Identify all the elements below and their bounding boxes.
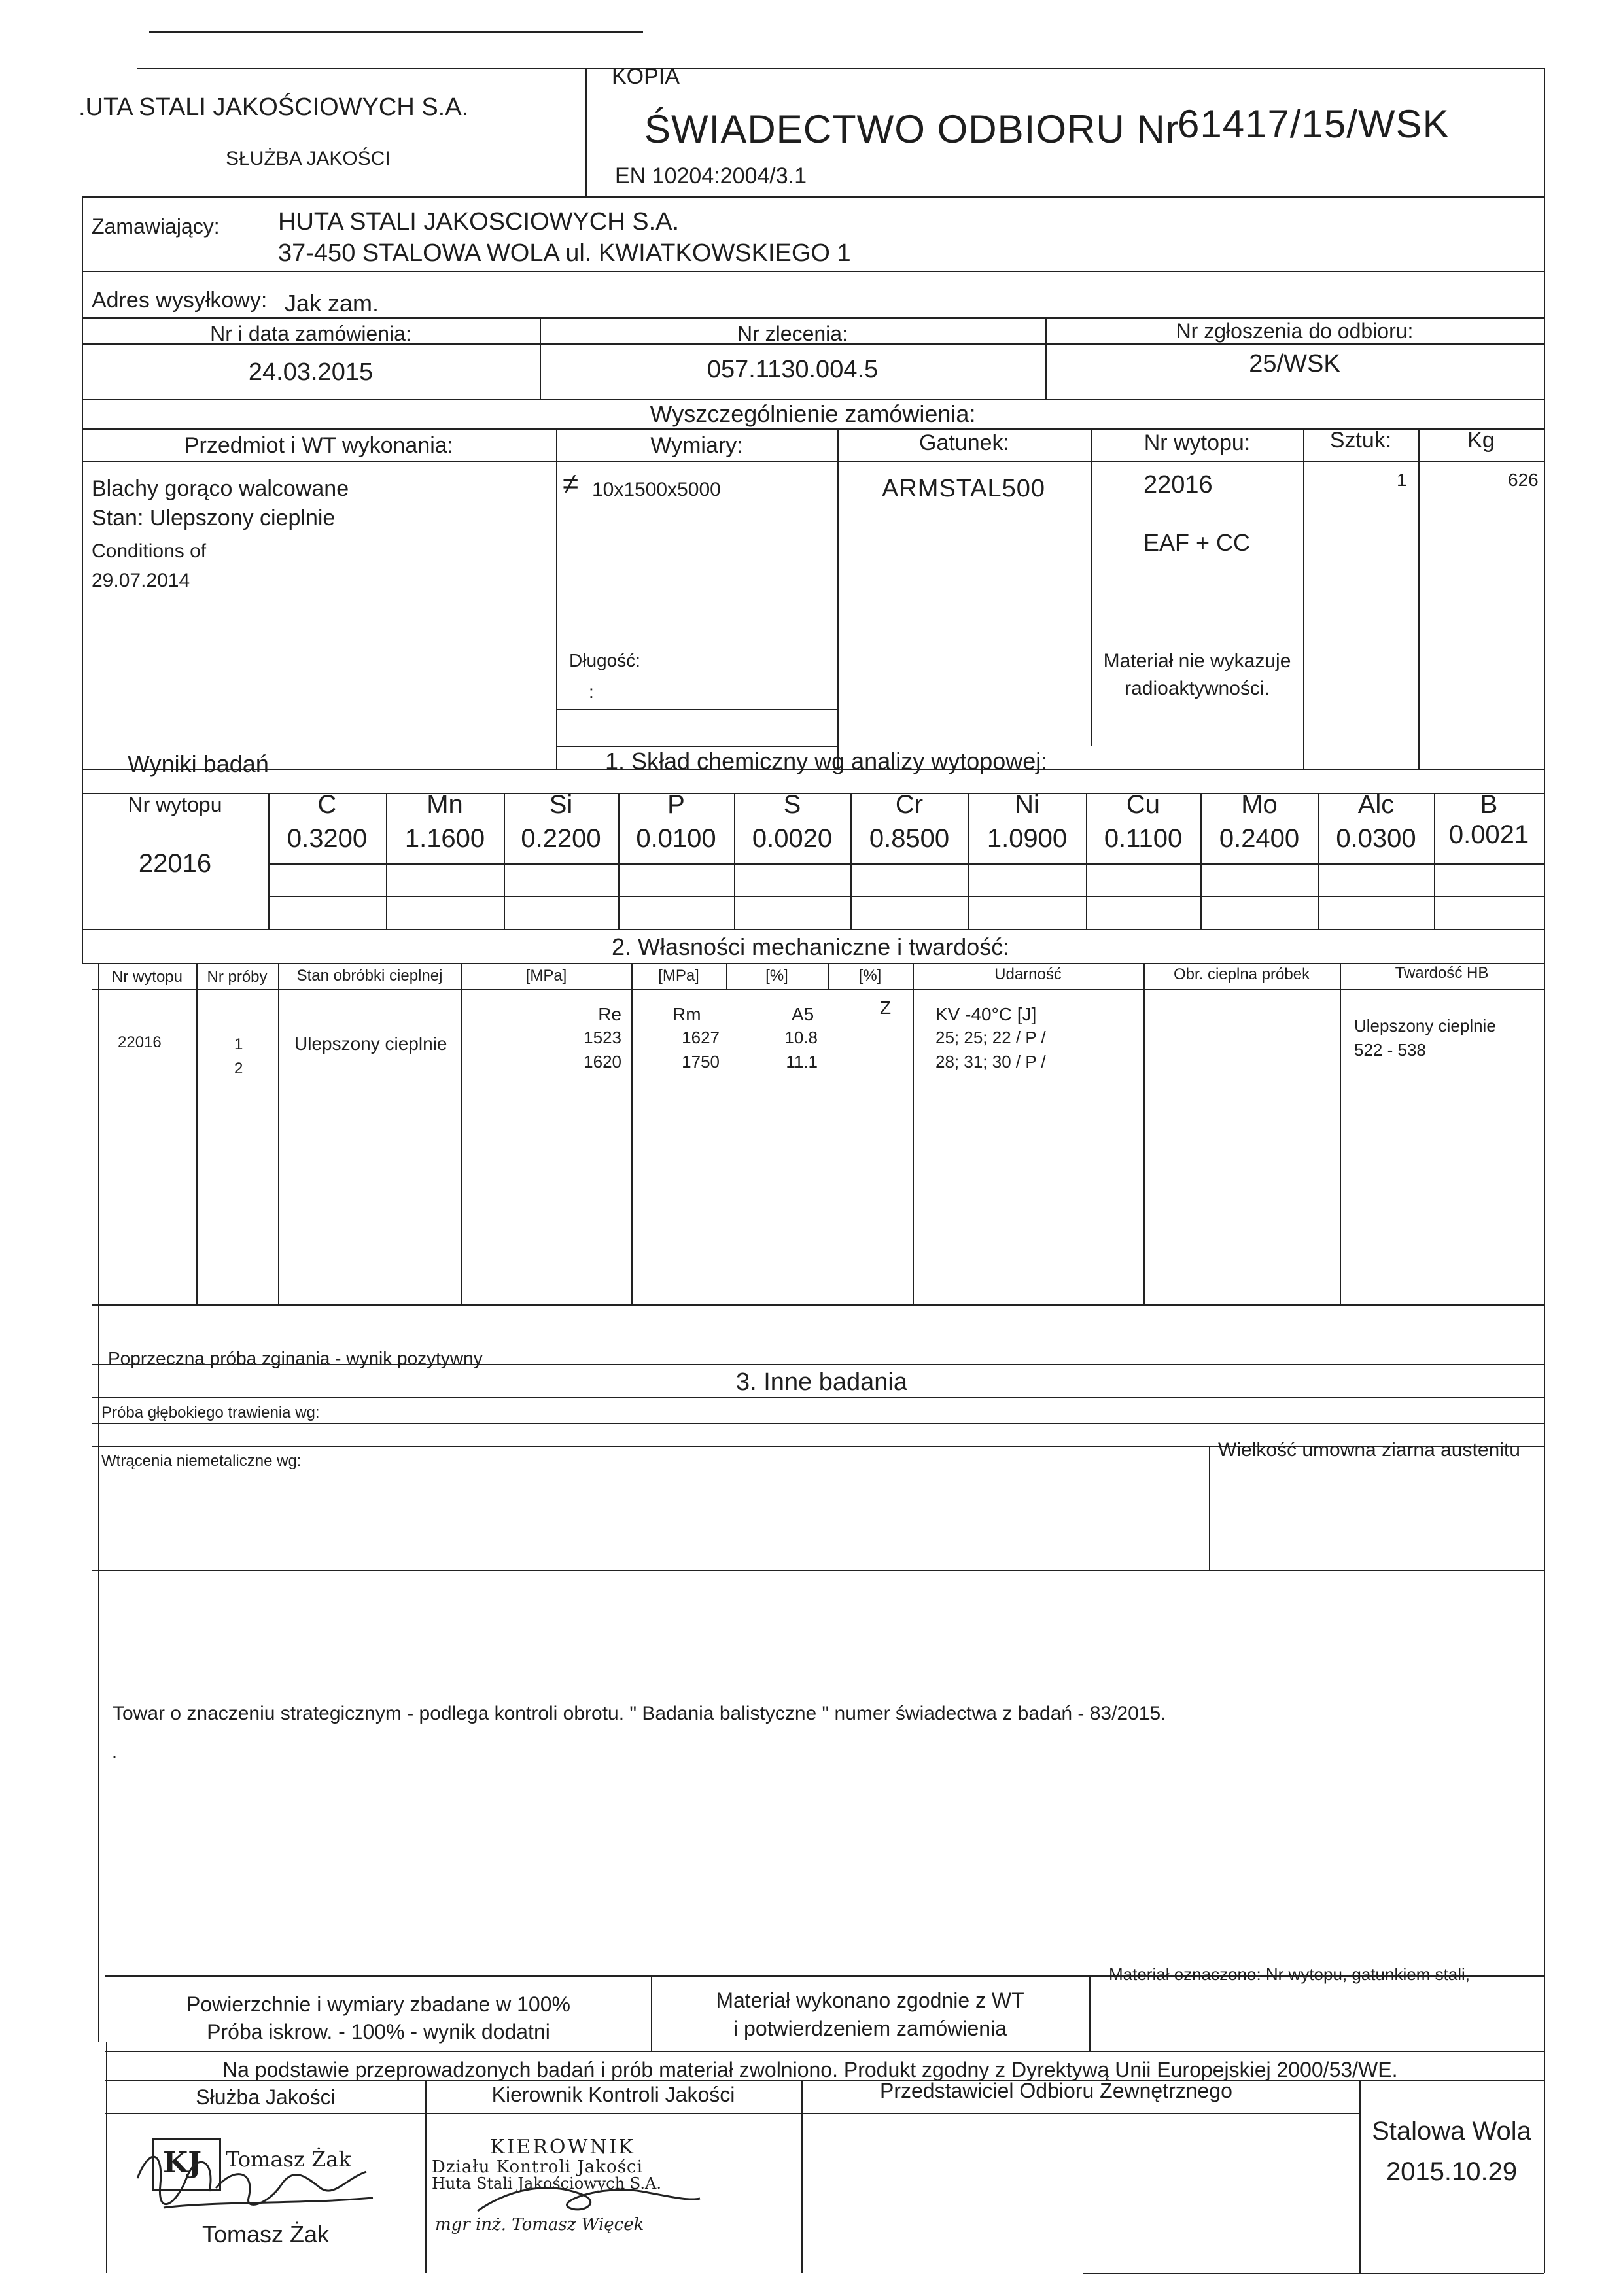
chem-heat-header: Nr wytopu bbox=[128, 793, 222, 816]
impact-value: 28; 31; 30 / P / bbox=[935, 1052, 1046, 1071]
element-value: 0.0100 bbox=[636, 824, 716, 853]
bend-test: Poprzeczna próba zginania - wynik pozytywny bbox=[108, 1348, 483, 1368]
customer-label: Zamawiający: bbox=[92, 215, 220, 238]
shipping-value: Jak zam. bbox=[285, 290, 379, 317]
z-label: Z bbox=[880, 998, 892, 1018]
customer-address: 37-450 STALOWA WOLA ul. KWIATKOWSKIEGO 1 bbox=[278, 239, 851, 267]
sig-external-label: Przedstawiciel Odbioru Zewnętrznego bbox=[880, 2079, 1232, 2102]
element-value: 0.0020 bbox=[752, 824, 833, 853]
etching-test: Próba głębokiego trawienia wg: bbox=[101, 1404, 320, 1421]
sig-manager-label: Kierownik Kontroli Jakości bbox=[491, 2083, 735, 2106]
mech-header: Udarność bbox=[994, 965, 1062, 983]
not-equal-symbol: ≠ bbox=[563, 468, 579, 500]
strategic-note: Towar o znaczeniu strategicznym - podlega kontroli obrotu. " Badania balistyczne " numer świadectwa z badań - 83/2015. bbox=[113, 1703, 1166, 1724]
element-header: Cu bbox=[1126, 790, 1161, 819]
element-value: 0.2200 bbox=[521, 824, 601, 853]
element-header: Mn bbox=[427, 790, 463, 819]
element-header: Alc bbox=[1357, 790, 1395, 819]
spec-header-kg: Kg bbox=[1467, 428, 1495, 453]
commission-label: Nr zlecenia: bbox=[737, 322, 848, 345]
radioactivity-note: Materiał nie wykazuje bbox=[1103, 650, 1291, 672]
length-label: Długość: bbox=[569, 650, 640, 670]
item-line: Conditions of bbox=[92, 540, 207, 562]
surface-check: Powierzchnie i wymiary zbadane w 100% bbox=[186, 1992, 570, 2016]
element-header: Ni bbox=[1015, 790, 1039, 819]
element-value: 0.0021 bbox=[1448, 820, 1529, 849]
steel-grade: ARMSTAL500 bbox=[882, 475, 1046, 502]
process: EAF + CC bbox=[1143, 529, 1251, 556]
mechanical-title: 2. Własności mechaniczne i twardość: bbox=[612, 933, 1010, 960]
element-value: 1.1600 bbox=[404, 824, 485, 853]
mech-header: Nr wytopu bbox=[111, 968, 183, 986]
release-note: Na podstawie przeprowadzonych badań i prób materiał zwolniono. Produkt zgodny z Dyrektywą Unii Europejskiej 2000/53/WE. bbox=[222, 2058, 1398, 2081]
manager-stamp-name: mgr inż. Tomasz Więcek bbox=[435, 2215, 644, 2235]
mech-header: Obr. cieplna próbek bbox=[1173, 965, 1310, 983]
inclusions-test: Wtrącenia niemetaliczne wg: bbox=[101, 1452, 302, 1470]
mech-header: Stan obróbki cieplnej bbox=[296, 967, 443, 984]
weight-kg: 626 bbox=[1508, 470, 1539, 490]
element-header: Mo bbox=[1241, 790, 1278, 819]
length-value: : bbox=[589, 682, 594, 702]
re-value: 1620 bbox=[584, 1052, 621, 1071]
hardness-value: 522 - 538 bbox=[1354, 1040, 1426, 1060]
radioactivity-note: radioaktywności. bbox=[1125, 678, 1270, 699]
element-value: 0.1100 bbox=[1104, 824, 1183, 853]
impact-label: KV -40°C [J] bbox=[935, 1004, 1037, 1024]
element-value: 1.0900 bbox=[986, 824, 1068, 853]
sig-quality-label: Służba Jakości bbox=[196, 2085, 336, 2109]
company-name: .UTA STALI JAKOŚCIOWYCH S.A. bbox=[79, 94, 469, 121]
notification-label: Nr zgłoszenia do odbioru: bbox=[1176, 319, 1414, 343]
order-date-label: Nr i data zamówienia: bbox=[210, 322, 411, 345]
made-according: Materiał wykonano zgodnie z WT bbox=[716, 1989, 1024, 2012]
mech-header: [MPa] bbox=[525, 967, 567, 984]
rm-label: Rm bbox=[672, 1004, 701, 1024]
pieces: 1 bbox=[1397, 470, 1407, 490]
commission-value: 057.1130.004.5 bbox=[707, 356, 879, 383]
element-header: Si bbox=[549, 790, 573, 819]
chemical-title: 1. Skład chemiczny wg analizy wytopowej: bbox=[605, 748, 1048, 774]
standard: EN 10204:2004/3.1 bbox=[615, 164, 807, 188]
sample-number: 1 bbox=[234, 1035, 243, 1053]
mech-heat: 22016 bbox=[118, 1034, 162, 1051]
item-line: Blachy gorąco walcowane bbox=[92, 476, 349, 501]
a5-label: A5 bbox=[792, 1004, 814, 1024]
re-value: 1523 bbox=[584, 1028, 621, 1047]
copy-label: KOPIA bbox=[612, 64, 680, 89]
a5-value: 10.8 bbox=[784, 1028, 818, 1047]
item-line: Stan: Ulepszony cieplnie bbox=[92, 506, 336, 531]
customer-name: HUTA STALI JAKOSCIOWYCH S.A. bbox=[278, 208, 680, 235]
stamp-logo-letters: KJ bbox=[163, 2146, 202, 2180]
city: Stalowa Wola bbox=[1372, 2117, 1531, 2146]
chem-heat: 22016 bbox=[138, 849, 212, 878]
quality-stamp-name: Tomasz Żak bbox=[226, 2147, 351, 2172]
hardness-state: Ulepszony cieplnie bbox=[1354, 1016, 1496, 1035]
spec-header-grade: Gatunek: bbox=[919, 430, 1009, 455]
results-label: Wyniki badań bbox=[128, 750, 269, 777]
stray-dot: · bbox=[111, 1745, 118, 1767]
document-number: 61417/15/WSK bbox=[1178, 102, 1450, 146]
spec-header-item: Przedmiot i WT wykonania: bbox=[184, 433, 454, 458]
mech-header: [MPa] bbox=[658, 967, 699, 984]
signer-quality: Tomasz Żak bbox=[201, 2221, 330, 2248]
dimensions: 10x1500x5000 bbox=[592, 479, 721, 500]
element-header: P bbox=[667, 790, 685, 819]
manager-stamp-dept: Działu Kontroli Jakości bbox=[432, 2157, 643, 2177]
sample-number: 2 bbox=[234, 1060, 243, 1077]
date: 2015.10.29 bbox=[1386, 2157, 1518, 2186]
heat-number: 22016 bbox=[1143, 471, 1213, 498]
heat-treatment-state: Ulepszony cieplnie bbox=[294, 1034, 447, 1054]
mech-header: [%] bbox=[765, 967, 788, 984]
mech-header: Nr próby bbox=[207, 968, 268, 986]
a5-value: 11.1 bbox=[786, 1052, 818, 1071]
manager-stamp-title: KIEROWNIK bbox=[490, 2136, 635, 2159]
grain-size: Wielkość umowna ziarna austenitu bbox=[1218, 1439, 1520, 1461]
element-header: B bbox=[1480, 790, 1498, 819]
other-title: 3. Inne badania bbox=[736, 1368, 908, 1396]
document-title: ŚWIADECTWO ODBIORU Nr bbox=[644, 107, 1179, 151]
spark-test: Próba iskrow. - 100% - wynik dodatni bbox=[207, 2020, 550, 2044]
mech-header: Twardość HB bbox=[1395, 964, 1489, 982]
signature-scribble-2 bbox=[471, 2175, 707, 2227]
order-date-value: 24.03.2015 bbox=[248, 358, 374, 386]
marking-note: Materiał oznaczono: Nr wytopu, gatunkiem stali, bbox=[1109, 1964, 1471, 1984]
item-line: 29.07.2014 bbox=[92, 570, 190, 591]
element-value: 0.2400 bbox=[1219, 824, 1300, 853]
element-value: 0.8500 bbox=[869, 824, 950, 853]
made-confirmation: i potwierdzeniem zamówienia bbox=[733, 2017, 1007, 2040]
department: SŁUŻBA JAKOŚCI bbox=[226, 148, 391, 169]
element-header: C bbox=[317, 790, 337, 819]
spec-header-pieces: Sztuk: bbox=[1329, 428, 1392, 453]
spec-header-dimensions: Wymiary: bbox=[650, 433, 743, 458]
rm-value: 1750 bbox=[682, 1052, 720, 1071]
notification-value: 25/WSK bbox=[1249, 350, 1340, 377]
element-value: 0.0300 bbox=[1336, 824, 1416, 853]
impact-value: 25; 25; 22 / P / bbox=[935, 1028, 1046, 1047]
rm-value: 1627 bbox=[682, 1028, 720, 1047]
spec-header-heat: Nr wytopu: bbox=[1143, 430, 1251, 455]
manager-stamp-company: Huta Stali Jakościowych S.A. bbox=[432, 2174, 661, 2193]
element-header: Cr bbox=[895, 790, 924, 819]
shipping-label: Adres wysyłkowy: bbox=[92, 288, 268, 313]
re-label: Re bbox=[598, 1004, 621, 1024]
element-header: S bbox=[783, 790, 801, 819]
mech-header: [%] bbox=[858, 967, 882, 984]
order-spec-title: Wyszczególnienie zamówienia: bbox=[650, 400, 976, 427]
element-value: 0.3200 bbox=[287, 824, 368, 853]
